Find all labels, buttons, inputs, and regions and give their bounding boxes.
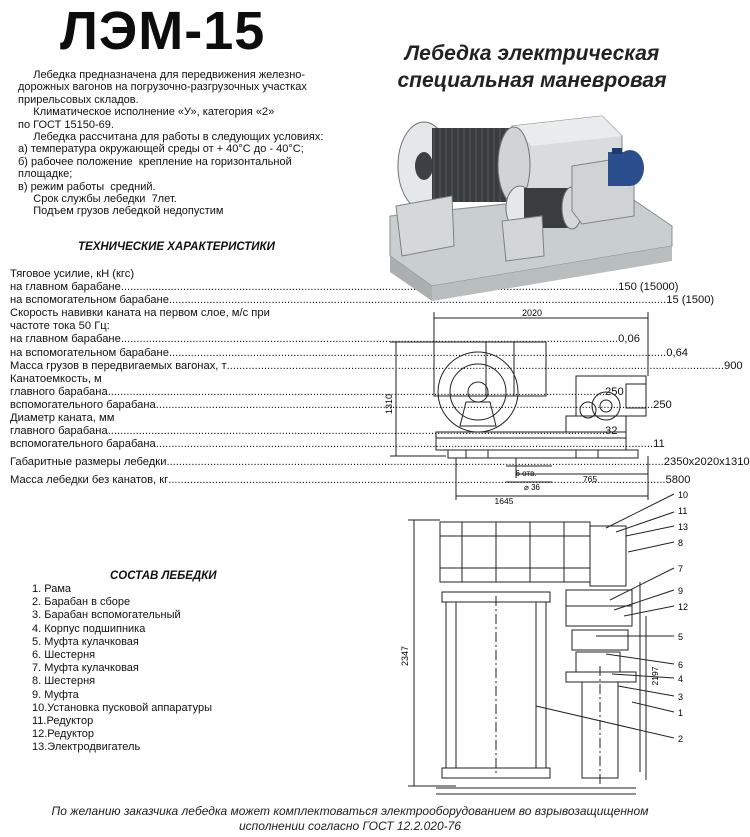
holes-note: 6 отв. bbox=[515, 469, 537, 478]
bearing-pedestal bbox=[396, 196, 454, 256]
dim-height-label: 1310 bbox=[384, 393, 394, 415]
dim-2347-label: 2347 bbox=[400, 645, 410, 667]
front-view-drawing bbox=[376, 306, 694, 506]
callout-numbers bbox=[678, 490, 688, 744]
intro-line: прирельсовых складов. bbox=[18, 93, 139, 106]
spec-value: 0,64 bbox=[666, 346, 689, 359]
callout-label: 8 bbox=[678, 538, 684, 548]
list-item: 13.Электродвигатель bbox=[32, 741, 141, 754]
list-item: 3. Барабан вспомогательный bbox=[32, 609, 181, 622]
list-item: 6. Шестерня bbox=[32, 649, 96, 662]
list-item: 4. Корпус подшипника bbox=[32, 622, 146, 635]
callout-label: 5 bbox=[678, 632, 684, 642]
intro-line: Климатическое исполнение «У», категория «2» bbox=[18, 106, 275, 119]
spec-label: вспомогательного барабана bbox=[10, 438, 156, 451]
intro-line: а) температура окружающей среды от + 40°С до - 40°С; bbox=[18, 143, 304, 156]
callout-label: 6 bbox=[678, 660, 684, 670]
spec-label: на главном барабане bbox=[10, 281, 121, 294]
list-item: 2. Барабан в сборе bbox=[32, 596, 131, 609]
spec-row bbox=[10, 268, 360, 281]
spec-label: Скорость навивки каната на первом слое, м/с при bbox=[10, 307, 270, 320]
spec-label: на вспомогательном барабане bbox=[10, 346, 169, 359]
spec-value: 250 bbox=[653, 398, 672, 411]
list-item: 5. Муфта кулачковая bbox=[32, 635, 139, 648]
dim-765-label: 765 bbox=[582, 474, 598, 484]
intro-text bbox=[18, 69, 323, 218]
list-item: 7. Муфта кулачковая bbox=[32, 662, 139, 675]
spec-row bbox=[10, 373, 360, 386]
top-motor bbox=[572, 630, 628, 650]
intro-line: б) рабочее положение крепление на горизонтальной bbox=[18, 155, 292, 168]
list-item: 9. Муфта bbox=[32, 688, 79, 701]
spec-label: Диаметр каната, мм bbox=[10, 412, 115, 425]
motor-terminal bbox=[612, 148, 622, 154]
spec-value: 5800 bbox=[665, 474, 691, 487]
spec-label: Тяговое усилие, кН (кгс) bbox=[10, 268, 135, 280]
spec-label: на вспомогательном барабане bbox=[10, 294, 169, 307]
callout-label: 9 bbox=[678, 586, 684, 596]
intro-line: по ГОСТ 15150-69. bbox=[18, 118, 114, 131]
spec-value: 11 bbox=[653, 438, 665, 451]
winch-photo bbox=[372, 96, 694, 302]
callout-label: 1 bbox=[678, 708, 684, 718]
spec-label: Канатоемкость, м bbox=[10, 372, 102, 385]
drum-hub bbox=[415, 152, 433, 180]
footer-line-1: По желанию заказчика лебедка может комплектоваться электрооборудованием во взрывозащищенном bbox=[51, 804, 649, 818]
spec-row bbox=[10, 307, 360, 320]
spec-label: Масса лебедки без канатов, кг bbox=[10, 474, 169, 487]
spec-row bbox=[10, 359, 743, 373]
intro-line: дорожных вагонов на погрузочно-разгрузочных участках bbox=[18, 81, 307, 94]
spec-label: вспомогательного барабана bbox=[10, 398, 156, 411]
intro-line: Лебедка предназначена для передвижения железно- bbox=[18, 69, 306, 81]
spec-label: главного барабана bbox=[10, 385, 108, 398]
spec-value: 32 bbox=[605, 425, 618, 438]
intro-line: Подъем грузов лебедкой недопустим bbox=[18, 205, 224, 218]
callout-label: 2 bbox=[678, 734, 684, 744]
callout-label: 11 bbox=[678, 506, 688, 516]
callout-label: 3 bbox=[678, 692, 684, 702]
callout-label: 4 bbox=[678, 674, 684, 684]
spec-row bbox=[10, 281, 679, 294]
composition-list bbox=[32, 583, 212, 755]
footer-line-2: исполнении согласно ГОСТ 12.2.020-76 bbox=[239, 819, 461, 833]
dim-2197-label: 2197 bbox=[650, 666, 660, 686]
motor-body bbox=[608, 152, 630, 186]
spec-row bbox=[10, 412, 360, 425]
callout-label: 7 bbox=[678, 564, 684, 574]
dim-width-label: 2020 bbox=[521, 308, 543, 318]
hole-diameter: ⌀ 36 bbox=[524, 483, 540, 492]
spec-row bbox=[10, 425, 618, 438]
spec-row bbox=[10, 438, 665, 451]
intro-line: Срок службы лебедки 7лет. bbox=[18, 193, 177, 206]
spec-row bbox=[10, 456, 750, 469]
spec-label: частоте тока 50 Гц: bbox=[10, 320, 110, 333]
page-subtitle bbox=[372, 40, 692, 94]
spec-row bbox=[10, 385, 624, 399]
intro-line: площадке; bbox=[18, 168, 73, 181]
callout-label: 13 bbox=[678, 522, 689, 532]
spec-value: 2350х2020х1310 bbox=[663, 456, 750, 469]
callout-label: 12 bbox=[678, 602, 689, 612]
subtitle-line-1: Лебедка электрическая bbox=[404, 42, 660, 65]
list-item: 1. Рама bbox=[32, 583, 71, 595]
spec-label: на главном барабане bbox=[10, 333, 121, 346]
specs-heading: ТЕХНИЧЕСКИЕ ХАРАКТЕРИСТИКИ bbox=[78, 241, 275, 253]
list-item: 8. Шестерня bbox=[32, 675, 96, 688]
intro-line: Лебедка рассчитана для работы в следующих условиях: bbox=[18, 131, 324, 144]
intro-line: в) режим работы средний. bbox=[18, 180, 156, 193]
aux-pedestal bbox=[502, 216, 544, 261]
front-frame bbox=[436, 432, 626, 450]
spec-value: 250 bbox=[605, 385, 624, 398]
spec-row bbox=[10, 294, 715, 307]
spec-value: 900 bbox=[723, 359, 743, 372]
list-item: 10.Установка пусковой аппаратуры bbox=[32, 701, 212, 714]
list-item: 12.Редуктор bbox=[32, 728, 95, 741]
callout-label: 10 bbox=[678, 490, 689, 500]
page-title: ЛЭМ-15 bbox=[60, 1, 266, 61]
list-item: 11.Редуктор bbox=[32, 715, 94, 728]
composition-heading: СОСТАВ ЛЕБЕДКИ bbox=[110, 570, 217, 582]
footer-note bbox=[10, 804, 690, 834]
spec-value: 15 (1500) bbox=[666, 294, 715, 307]
subtitle-line-2: специальная маневровая bbox=[397, 69, 667, 92]
spec-label: главного барабана bbox=[10, 425, 108, 438]
spec-row bbox=[10, 320, 360, 333]
dim-1645-label: 1645 bbox=[494, 496, 514, 506]
spec-value: 150 (15000) bbox=[618, 281, 679, 294]
spec-label: Габаритные размеры лебедки bbox=[10, 456, 167, 469]
spec-label: Масса грузов в передвигаемых вагонах, т bbox=[10, 359, 227, 372]
spec-row bbox=[10, 346, 689, 360]
spec-value: 0,06 bbox=[618, 333, 640, 346]
spec-row bbox=[10, 333, 640, 346]
